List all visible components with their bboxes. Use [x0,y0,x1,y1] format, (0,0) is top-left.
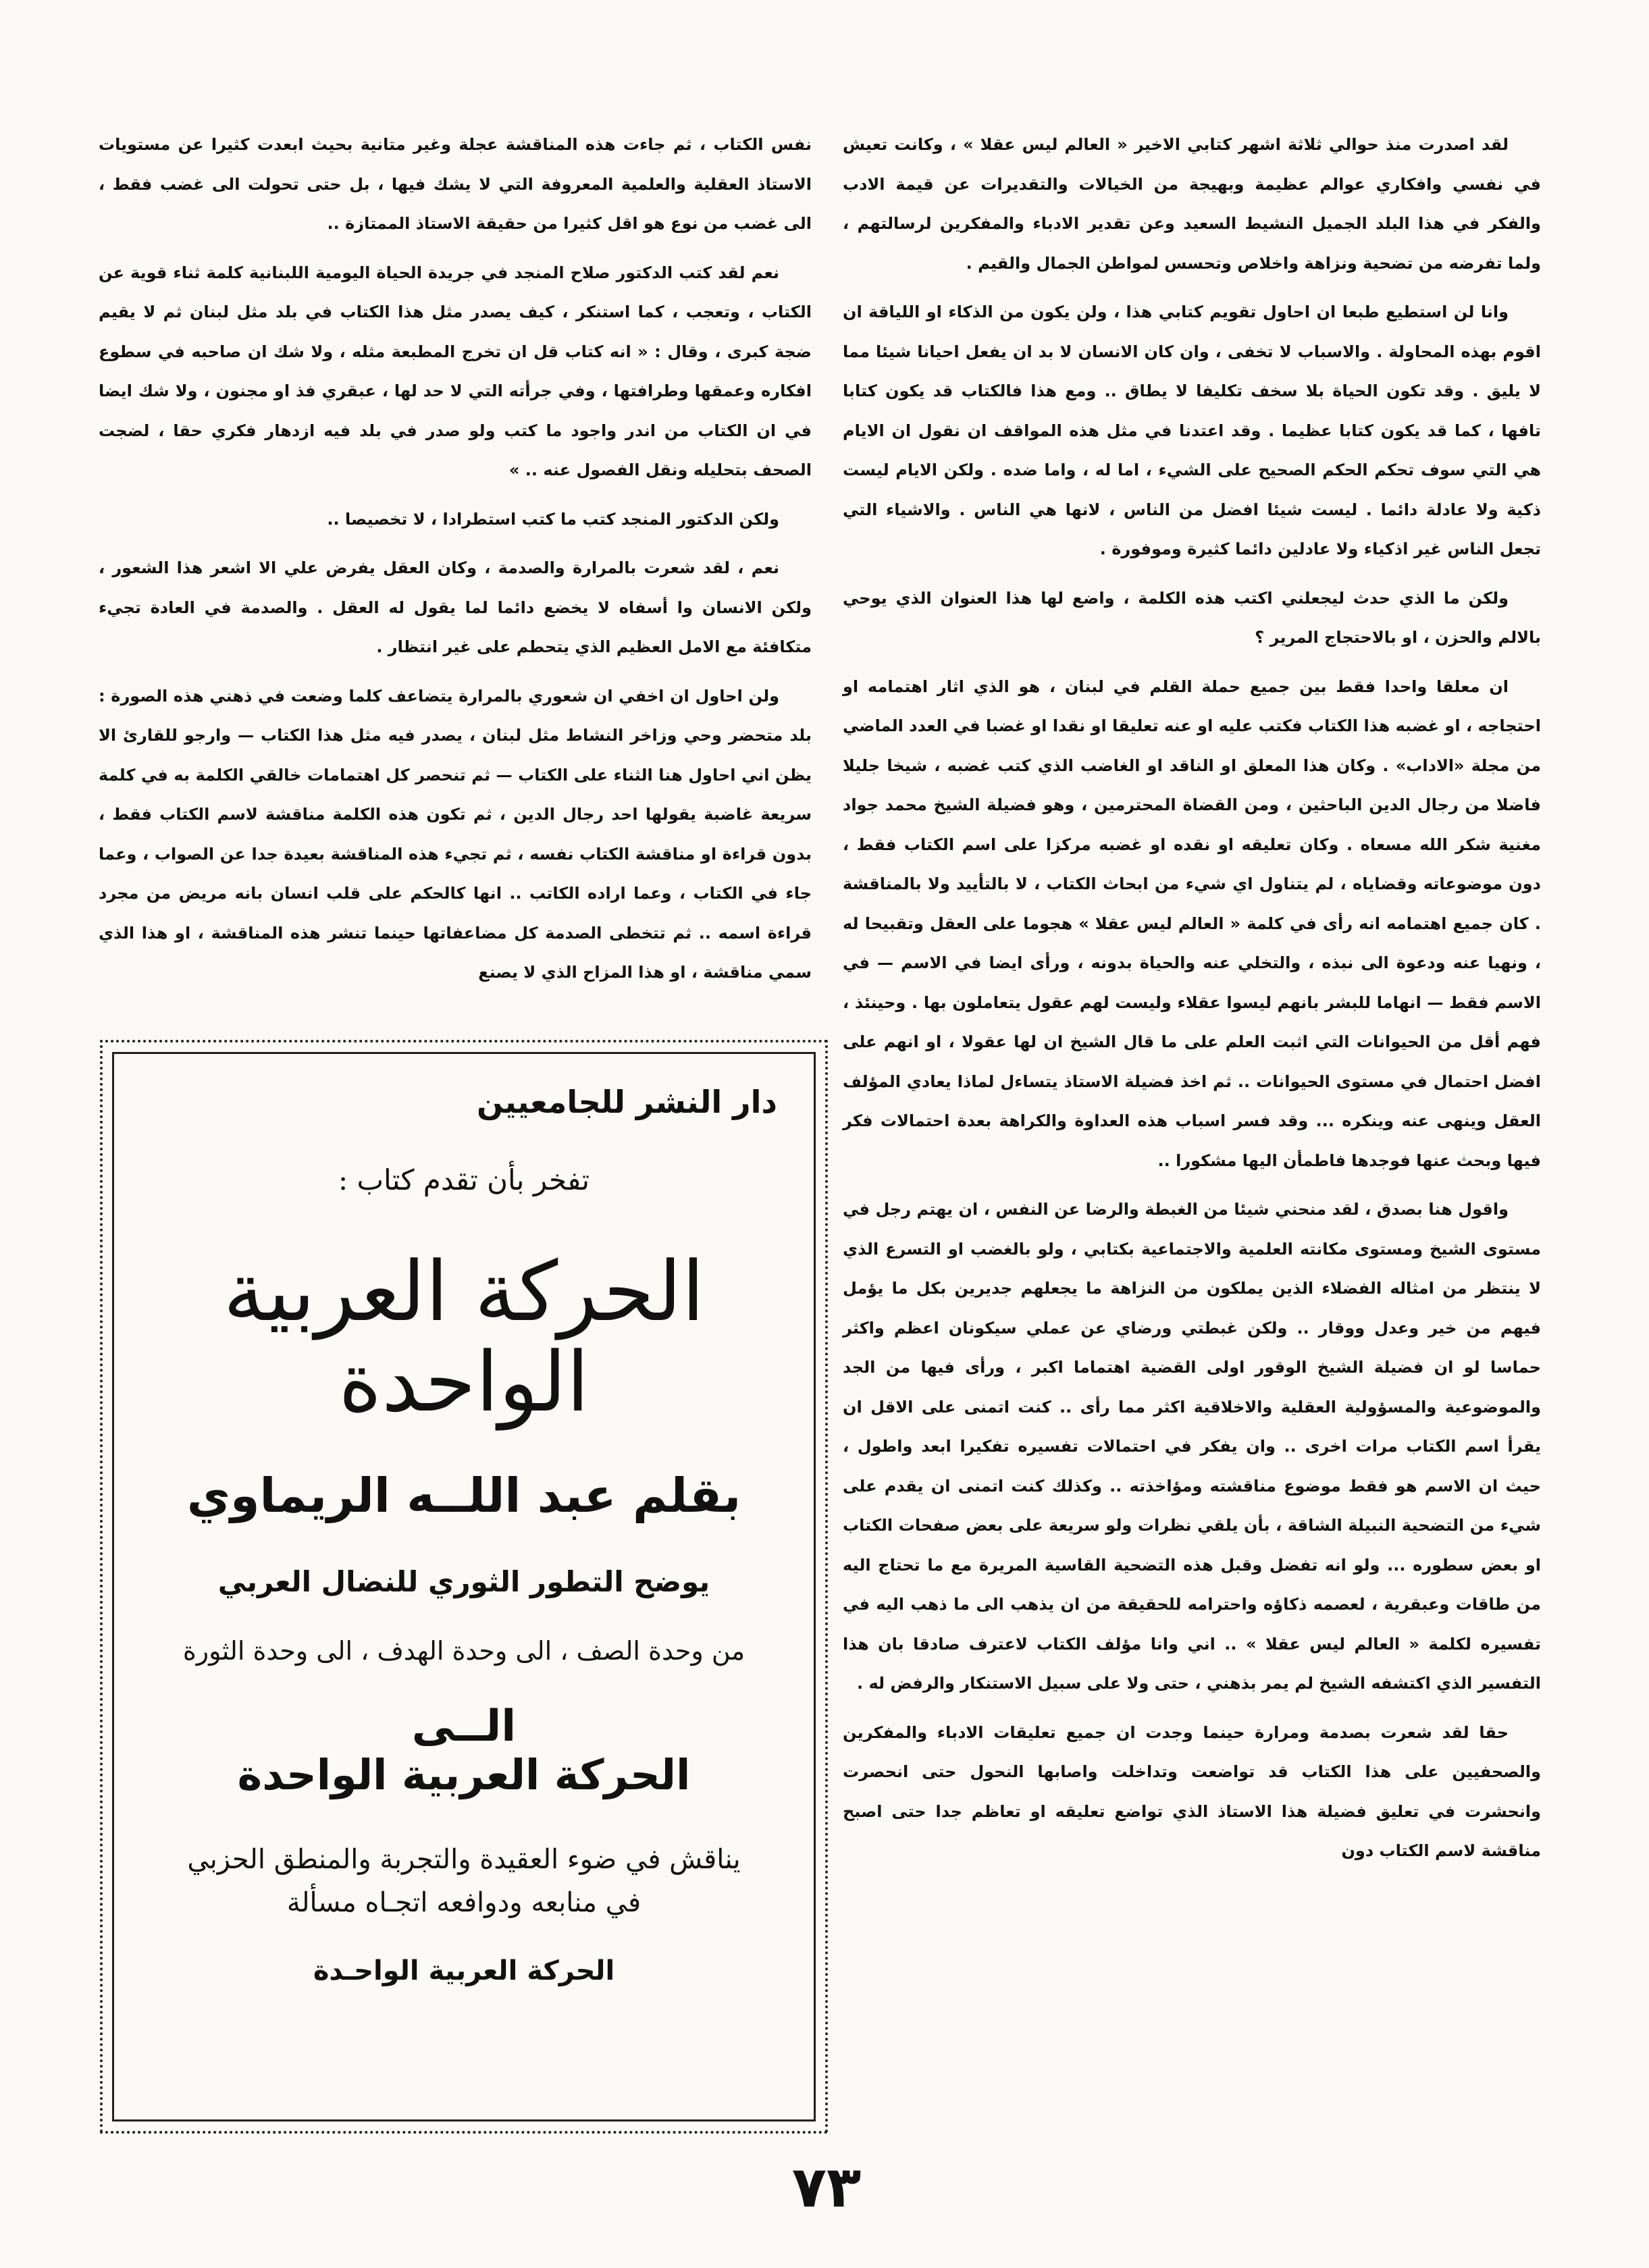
book-title: الحركة العربية الواحدة [223,1244,705,1431]
paragraph: نعم لقد كتب الدكتور صلاح المنجد في جريدة الحياة اليومية اللبنانية كلمة ثناء قوية عن الكتاب ، وتعجب ، كما استنكر ، كيف يصدر مثل هذا الكتاب في بلد مثل لبنان ثم لا يقيم ضجة كبرى ، وقال : « انه كتاب قل ان تخرج المطبعة مثله ، ولا شك ان صاحبه في سطوع افكاره وعمقها وطرافتها ، وفي جرأته التي لا حد لها ، عبقري فذ او مجنون ، ولا شك ايضا في ان الكتاب من اندر واجود ما كتب ولو صدر في بلد فيه ازدهار فكري حقا ، لضجت الصحف بتحليله ونقل الفصول عنه .. » [99,263,812,479]
page-number: ٧٣ [791,2154,862,2220]
paragraph: ان معلقا واحدا فقط بين جميع حملة القلم في لبنان ، هو الذي اثار اهتمامه او احتجاجه ، او غضبه هذا الكتاب فكتب عليه او عنه تعليقا او نقدا او غضبا في العدد الماضي من مجلة «الاداب» . وكان هذا المعلق او الناقد او الغاضب الذي كتب غضبه ، شيخا جليلا فاضلا من رجال الدين الباحثين ، ومن القضاة المحترمين ، وهو فضيلة الشيخ محمد جواد مغنية شكر الله مسعاه . وكان تعليقه او نقده او غضبه مركزا على اسم الكتاب فقط ، دون موضوعاته وقضاياه ، لم يتناول اي شيء من ابحاث الكتاب ، لا بالتأييد ولا بالمناقشة . كان جميع اهتمامه انه رأى في كلمة « العالم ليس عقلا » هجوما على العقل وتقبيحا له ، ونهيا عنه ودعوة الى نبذه ، والتخلي عنه والحياة بدونه ، ورأى ايضا في الاسم — في الاسم فقط — انهاما للبشر بانهم ليسوا عقلاء وليست لهم عقول يتعاملون بها . وحينئذ ، فهم أقل من الحيوانات التي اثبت العلم على ما قال الشيخ ان لها عقولا ، او انهم على افضل احتمال في مستوى الحيوانات .. ثم اخذ فضيلة الاستاذ يتساءل لماذا يعادي المؤلف العقل وينهى عنه وينكره ... وقد فسر اسباب هذه العداوة والكراهة بعدة احتمالات فكر فيها وبحث عنها فوجدها فاطمأن اليها مشكورا .. [843,677,1541,1170]
paragraph: نفس الكتاب ، ثم جاءت هذه المناقشة عجلة وغير متانية بحيث ابعدت كثيرا عن مستويات الاستاذ العقلية والعلمية المعروفة التي لا يشك فيها ، بل حتى تحولت الى غضب فقط ، الى غضب من نوع هو اقل كثيرا من حقيقة الاستاذ الممتازة .. [99,135,812,233]
description-line: يناقش في ضوء العقيدة والتجربة والمنطق الحزبي [187,1843,741,1875]
advert-footer: الحركة العربية الواحـدة [313,1955,615,1986]
advertisement-frame [112,1052,816,2121]
paragraph: ولكن الدكتور المنجد كتب ما كتب استطرادا ، لا تخصيصا .. [327,509,779,529]
advert-intro: تفخر بأن تقدم كتاب : [338,1163,590,1196]
paragraph: حقا لقد شعرت بصدمة ومرارة حينما وجدت ان جميع تعليقات الادباء والمفكرين والصحفيين على هذا الكتاب قد تواضعت وتداخلت واصابها النحول حتى انحصرت وانحشرت في تعليق فضيلة هذا الاستاذ الذي تواضع تعليقه او تعاظم جدا حتى اصبح مناقشة لاسم الكتاب دون [843,1722,1541,1860]
article-column-left [99,125,812,996]
book-stages: من وحدة الصف ، الى وحدة الهدف ، الى وحدة الثورة [182,1636,745,1666]
article-column-right [843,125,1541,2178]
sequel-title: الحركة العربية الواحدة [237,1750,691,1800]
book-advertisement [100,1040,828,2134]
paragraph: واقول هنا بصدق ، لقد منحني شيئا من الغبطة والرضا عن النفس ، ان يهتم رجل في مستوى الشيخ ومستوى مكانته العلمية والاجتماعية بكتابي ، ولو بالغضب او التسرع الذي لا ينتظر من امثاله الفضلاء الذين يملكون من النزاهة ما يجعلهم جديرين بكل ما يؤمل فيهم من خير وعدل ووقار .. ولكن غبطتي ورضاي عن عملي سيكونان اعظم واكثر حماسا لو ان فضيلة الشيخ الوقور اولى القضية اهتماما اكبر ، ورأى فيها من الجد والموضوعية والمسؤولية العقلية والاخلاقية اكثر مما رأى .. كنت اتمنى على الاقل ان يقرأ اسم الكتاب مرات اخرى .. وان يفكر في احتمالات تفسيره تفكيرا ابعد واطول ، حيث ان الاسم هو فقط موضوع مناقشته ومؤاخذته .. وكذلك كنت اتمنى ان يقدم على شيء من التضحية النبيلة الشاقة ، بأن يلقي نظرات ولو سريعة على بعض صفحات الكتاب او بعض سطوره ... ولو انه تفضل وقبل هذه التضحية القاسية المريرة مع ما تحتاج اليه من طاقات وعبقرية ، لعصمه ذكاؤه واحترامه للحقيقة من ان يذهب الى ما ذهب اليه في تفسيره لكلمة « العالم ليس عقلا » .. اني وانا مؤلف الكتاب لاعترف صادقا بان هذا التفسير الذي اكتشفه الشيخ لم يمر بذهني ، حتى ولا على سبيل الاستنكار والرفض له . [843,1200,1541,1693]
paragraph: ولن احاول ان اخفي ان شعوري بالمرارة يتضاعف كلما وضعت في ذهني هذه الصورة : بلد متحضر وحي وزاخر النشاط مثل لبنان ، يصدر فيه مثل هذا الكتاب — وارجو للقارئ الا يظن اني احاول هنا الثناء على الكتاب — ثم تنحصر كل اهتمامات خالقي الكلمة به في كلمة سريعة غاضبة يقولها احد رجال الدين ، ثم تكون هذه الكلمة مناقشة لاسم الكتاب فقط ، بدون قراءة او مناقشة الكتاب نفسه ، ثم تجيء هذه المناقشة بعيدة جدا عن الصواب ، وعما جاء في الكتاب ، وعما اراده الكاتب .. انها كالحكم على قلب انسان بانه مريض من مجرد قراءة اسمه .. ثم تتخطى الصدمة كل مضاعفاتها حينما تنشر هذه المناقشة ، او هذا الذي سمي مناقشة ، او هذا المزاح الذي لا يصنع [99,686,812,982]
publisher-name: دار النشر للجامعيين [477,1084,777,1120]
book-author: بقلم عبد اللــه الريماوي [186,1468,741,1524]
paragraph: وانا لن استطيع طبعا ان احاول تقويم كتابي هذا ، ولن يكون من الذكاء او اللياقة ان اقوم بهذه المحاولة . والاسباب لا تخفى ، وان كان الانسان لا بد ان يفعل احيانا شيئا مما لا يليق . وقد تكون الحياة بلا سخف تكليفا لا يطاق .. ومع هذا فالكتاب قد يكون كتابا تافها ، كما قد يكون كتابا عظيما . وقد اعتدنا في مثل هذه المواقف ان نقول ان الايام هي التي سوف تحكم الحكم الصحيح على الشيء ، اما له ، واما ضده . ولكن الايام ليست ذكية ولا عادلة دائما . ليست شيئا افضل من الناس ، لانها هي الناس . والاشياء التي تجعل الناس غير اذكياء ولا عادلين دائما كثيرة وموفورة . [843,302,1541,558]
paragraph: ولكن ما الذي حدث ليجعلني اكتب هذه الكلمة ، واضع لها هذا العنوان الذي يوحي بالالم والحزن ، او بالاحتجاج المرير ؟ [843,588,1541,647]
book-subtitle: يوضح التطور الثوري للنضال العربي [217,1565,710,1599]
paragraph: نعم ، لقد شعرت بالمرارة والصدمة ، وكان العقل يفرض علي الا اشعر هذا الشعور ، ولكن الانسان وا أسفاه لا يخضع دائما لما يقول له العقل . والصدمة في العادة تجيء متكافئة مع الامل العظيم الذي يتحطم على غير انتظار . [99,558,812,656]
description-line: في منابعه ودوافعه اتجـاه مسألة [286,1887,642,1918]
paragraph: لقد اصدرت منذ حوالي ثلاثة اشهر كتابي الاخير « العالم ليس عقلا » ، وكانت تعيش في نفسي وافكاري عوالم عظيمة وبهيجة من الخيالات والتقديرات عن قيمة الادب والفكر في هذا البلد الجميل النشيط السعيد وعن تقدير الادباء والمفكرين لرسالتهم ، ولما تفرضه من تضحية ونزاهة واخلاص وتحسس لمواطن الجمال والقيم . [843,135,1541,273]
sequel-word: الــى [411,1702,517,1752]
book-description [151,1838,777,1924]
